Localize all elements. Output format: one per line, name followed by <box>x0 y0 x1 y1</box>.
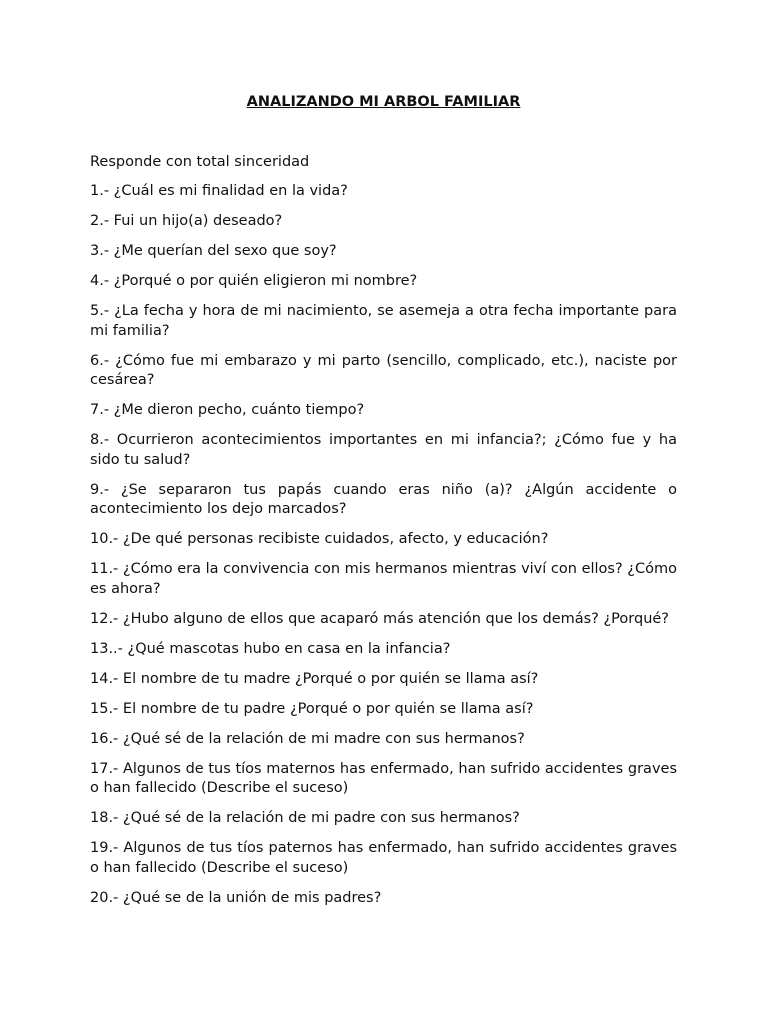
question-item: 14.- El nombre de tu madre ¿Porqué o por quién se llama así? <box>90 670 539 687</box>
question-item: 10.- ¿De qué personas recibiste cuidados, afecto, y educación? <box>90 531 549 547</box>
document-intro: Responde con total sinceridad <box>90 154 310 170</box>
question-item: 20.- ¿Qué se de la unión de mis padres? <box>90 889 382 906</box>
question-item: 3.- ¿Me querían del sexo que soy? <box>90 243 337 259</box>
question-item: 16.- ¿Qué sé de la relación de mi madre con sus hermanos? <box>90 730 525 747</box>
question-item: 12.- ¿Hubo alguno de ellos que acaparó más atención que los demás? ¿Porqué? <box>90 610 670 627</box>
question-item: 5.- ¿La fecha y hora de mi nacimiento, se asemeja a otra fecha importante para mi familia? <box>90 303 677 339</box>
question-item: 15.- El nombre de tu padre ¿Porqué o por quién se llama así? <box>90 700 534 717</box>
question-item: 7.- ¿Me dieron pecho, cuánto tiempo? <box>90 402 365 418</box>
question-item: 13..- ¿Qué mascotas hubo en casa en la infancia? <box>90 640 451 657</box>
document-title: ANALIZANDO MI ARBOL FAMILIAR <box>246 94 521 110</box>
question-item: 8.- Ocurrieron acontecimientos importantes en mi infancia?; ¿Cómo fue y ha sido tu salud? <box>90 432 677 468</box>
question-item: 11.- ¿Cómo era la convivencia con mis hermanos mientras viví con ellos? ¿Cómo es ahora? <box>90 561 677 597</box>
question-item: 9.- ¿Se separaron tus papás cuando eras niño (a)? ¿Algún accidente o acontecimiento los dejo marcados? <box>90 481 677 517</box>
question-item: 17.- Algunos de tus tíos maternos has enfermado, han sufrido accidentes graves o han fallecido (Describe el suceso) <box>90 760 677 796</box>
question-item: 6.- ¿Cómo fue mi embarazo y mi parto (sencillo, complicado, etc.), naciste por cesárea? <box>90 352 677 388</box>
question-list <box>90 182 677 919</box>
question-item: 18.- ¿Qué sé de la relación de mi padre con sus hermanos? <box>90 810 520 826</box>
question-item: 4.- ¿Porqué o por quién eligieron mi nombre? <box>90 273 418 289</box>
question-item: 1.- ¿Cuál es mi finalidad en la vida? <box>90 183 348 199</box>
question-item: 19.- Algunos de tus tíos paternos has enfermado, han sufrido accidentes graves o han fallecido (Describe el suceso) <box>90 840 677 876</box>
question-item: 2.- Fui un hijo(a) deseado? <box>90 213 283 229</box>
